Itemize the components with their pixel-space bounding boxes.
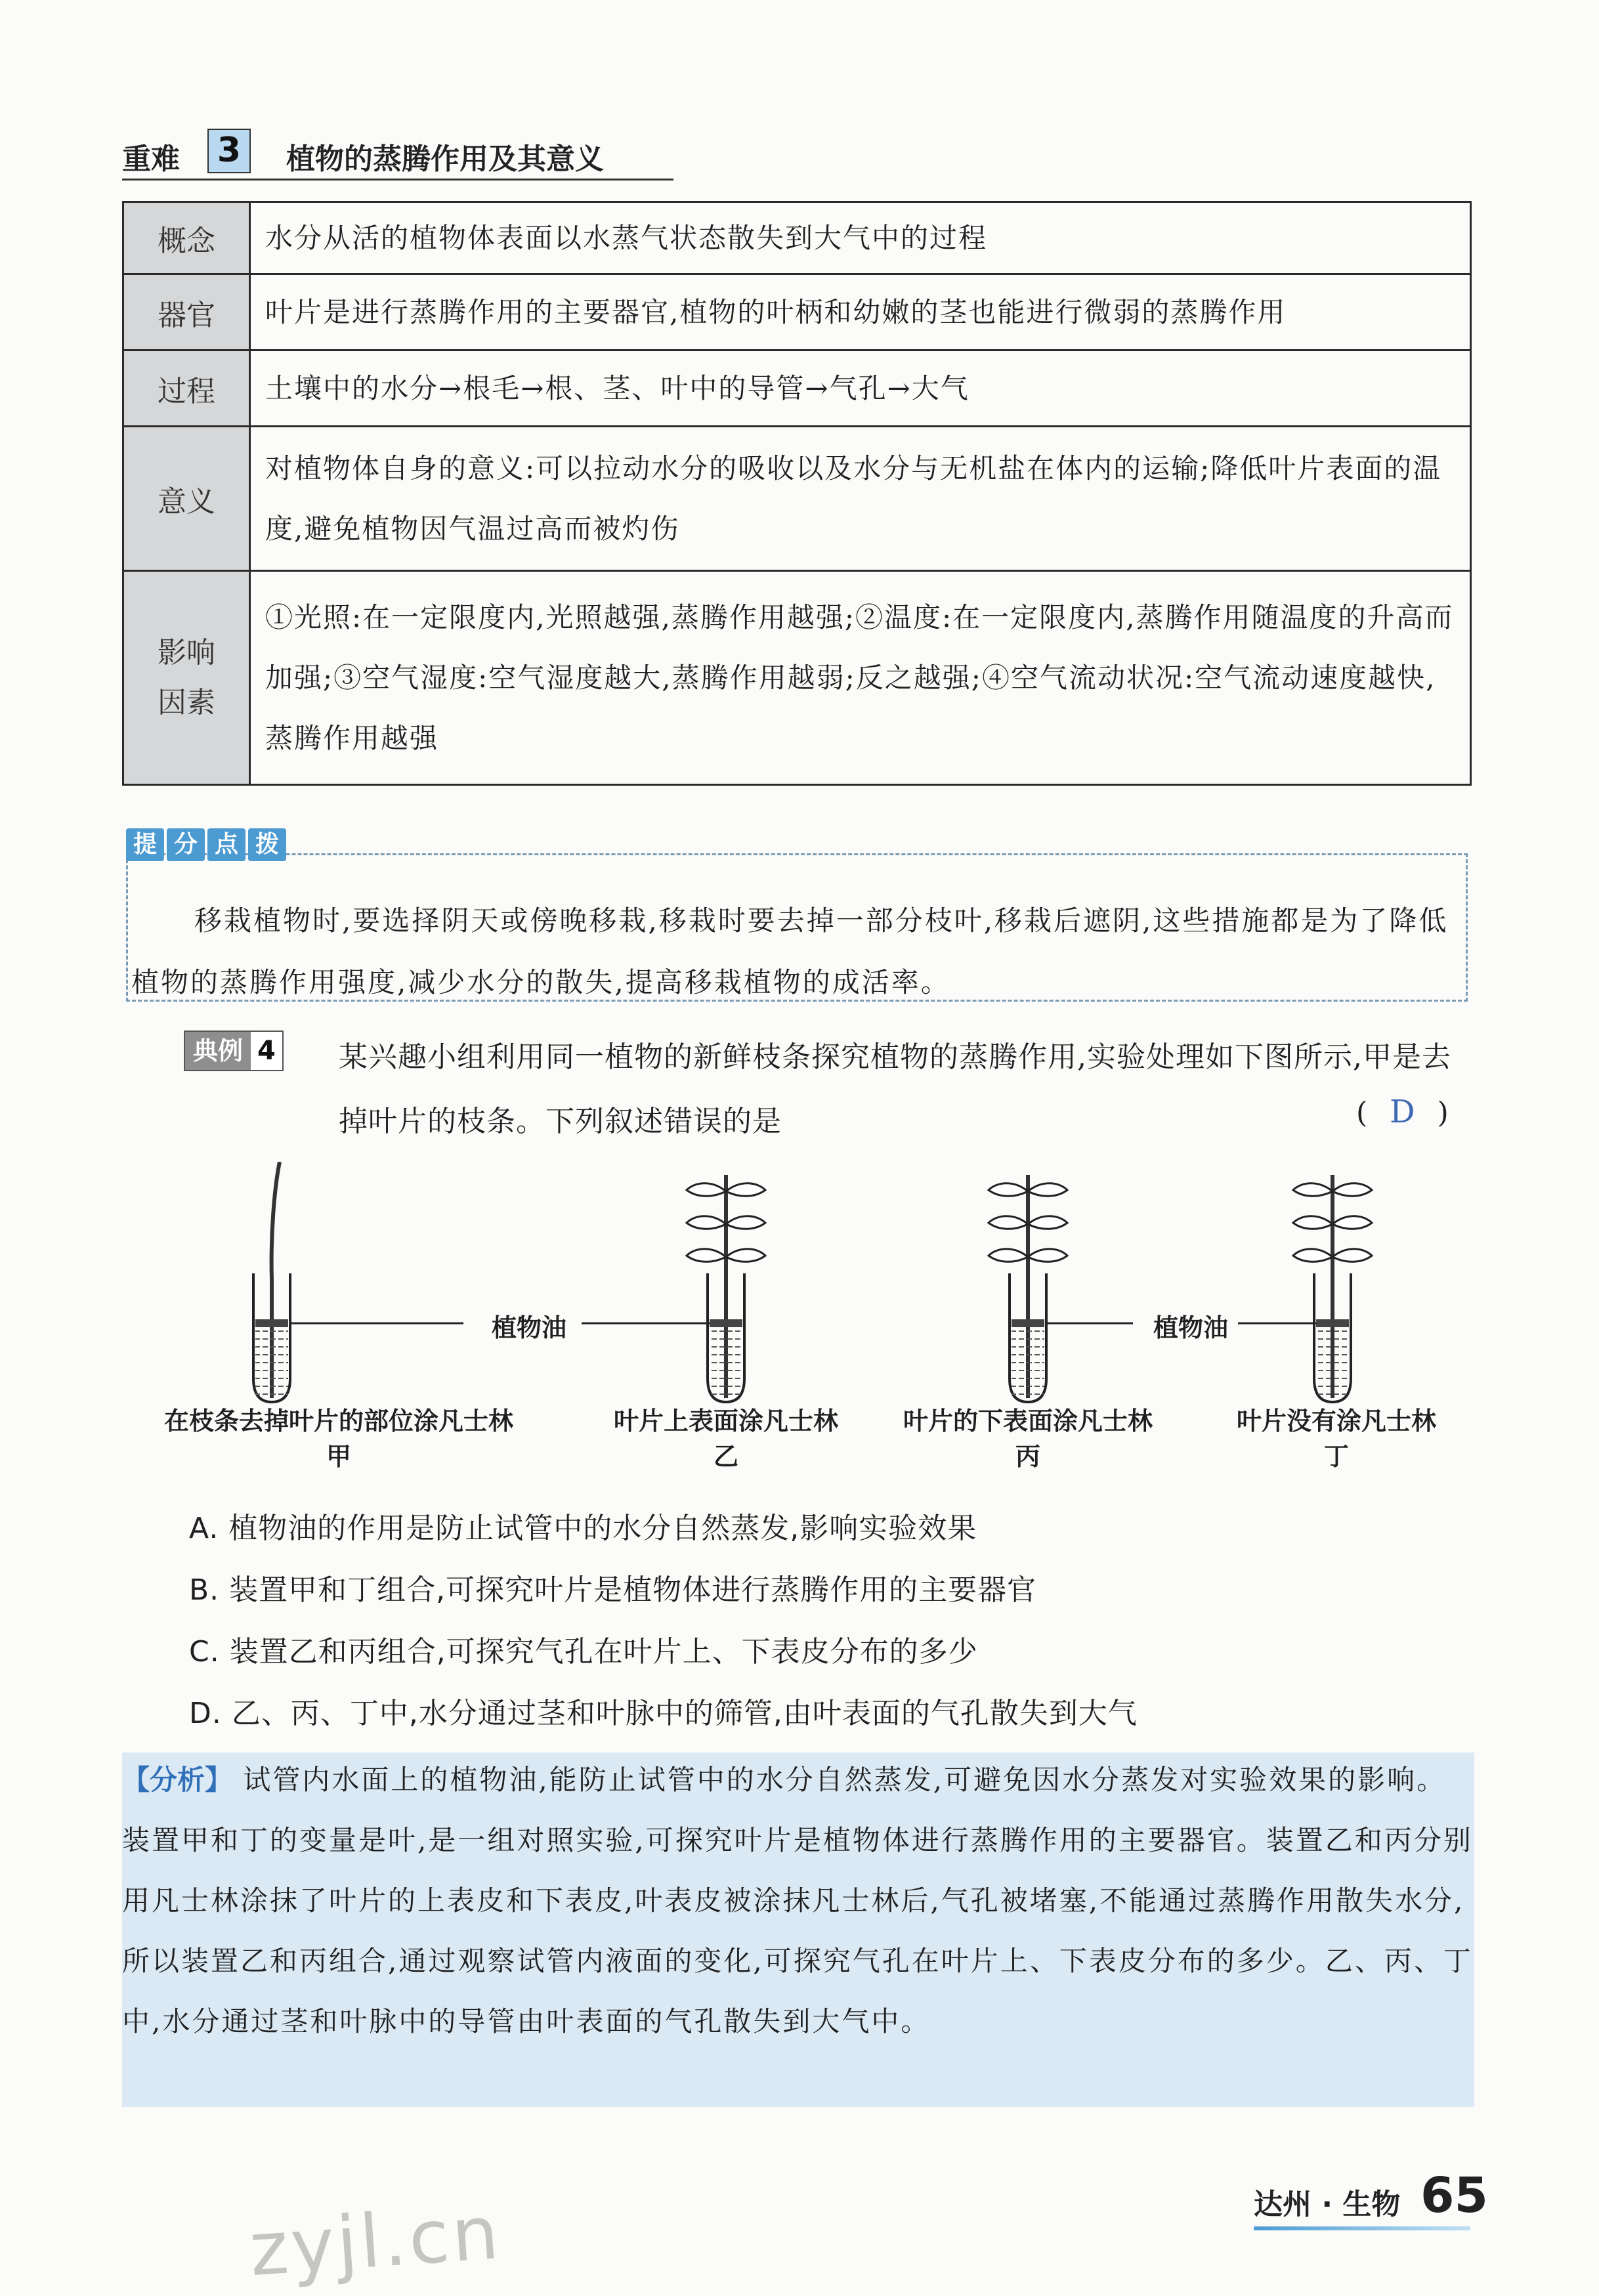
water [1012, 1327, 1044, 1397]
table-row [123, 202, 1471, 274]
example-stem-text: 某兴趣小组利用同一植物的新鲜枝条探究植物的蒸腾作用,实验处理如下图所示,甲是去掉叶片的枝条。下列叙述错误的是 [339, 1040, 1451, 1138]
oil-layer [710, 1319, 742, 1327]
experiment-figure [122, 1162, 1474, 1477]
oil-layer [1012, 1319, 1044, 1327]
row-value: 水分从活的植物体表面以水蒸气状态散失到大气中的过程 [250, 202, 1471, 274]
row-label: 过程 [123, 351, 250, 427]
caption-ding: 叶片没有涂凡士林 [1236, 1407, 1436, 1435]
water [1316, 1327, 1349, 1397]
oil-label: 植物油 [491, 1313, 566, 1342]
answer-open: ( [1356, 1096, 1368, 1130]
answer-close: ) [1437, 1096, 1449, 1130]
footer-subject: 达州 · 生物 [1254, 2188, 1401, 2221]
tip-badge-char: 提 [126, 828, 164, 861]
row-value: 叶片是进行蒸腾作用的主要器官,植物的叶柄和幼嫩的茎也能进行微弱的蒸腾作用 [250, 274, 1471, 351]
row-value: 对植物体自身的意义:可以拉动水分的吸收以及水分与无机盐在体内的运输;降低叶片表面的温度,避免植物因气温过高而被灼伤 [250, 427, 1471, 571]
option-b: B. 装置甲和丁组合,可探究叶片是植物体进行蒸腾作用的主要器官 [189, 1573, 1037, 1607]
page-number: 65 [1420, 2167, 1488, 2224]
answer-value: D [1390, 1094, 1415, 1130]
oil-layer [1316, 1319, 1349, 1327]
tip-badge-char: 分 [167, 828, 205, 861]
row-value: 土壤中的水分→根毛→根、茎、叶中的导管→气孔→大气 [250, 351, 1471, 427]
row-label: 影响 因素 [123, 571, 250, 785]
tip-badge-char: 拨 [248, 828, 286, 861]
tube-bing [989, 1175, 1067, 1402]
concept-table [122, 201, 1472, 786]
caption-yi-name: 乙 [713, 1442, 738, 1471]
table-row [123, 427, 1471, 571]
example-stem [122, 1025, 1474, 1154]
row-label: 器官 [123, 274, 250, 351]
tip-badge [126, 828, 286, 861]
tube-ding [1293, 1175, 1372, 1402]
experiment-diagram [122, 1162, 1474, 1405]
option-d: D. 乙、丙、丁中,水分通过茎和叶脉中的筛管,由叶表面的气孔散失到大气 [189, 1697, 1138, 1730]
oil-layer [255, 1319, 288, 1327]
tip-text: 移栽植物时,要选择阴天或傍晚移栽,移栽时要去掉一部分枝叶,移栽后遮阴,这些措施都是为了降低植物的蒸腾作用强度,减少水分的散失,提高移栽植物的成活率。 [131, 904, 1449, 998]
option-c: C. 装置乙和丙组合,可探究气孔在叶片上、下表皮分布的多少 [189, 1635, 978, 1669]
example-badge-label: 典例 [185, 1032, 251, 1070]
analysis-text: 试管内水面上的植物油,能防止试管中的水分自然蒸发,可避免因水分蒸发对实验效果的影响。装置甲和丁的变量是叶,是一组对照实验,可探究叶片是植物体进行蒸腾作用的主要器官。装置乙和丙分别用凡士林涂抹了叶片的上表皮和下表皮,叶表皮被涂抹凡士林后,气孔被堵塞,不能通过蒸腾作用散失水分,所以装置乙和丙组合,通过观察试管内液面的变化,可探究气孔在叶片上、下表皮分布的多少。乙、丙、丁中,水分通过茎和叶脉中的导管由叶表面的气孔散失到大气中。 [122, 1764, 1473, 2037]
answer-bracket [1356, 1094, 1449, 1130]
caption-jia: 在枝条去掉叶片的部位涂凡士林 [163, 1407, 513, 1435]
table-row [123, 351, 1471, 427]
table-row [123, 274, 1471, 351]
caption-bing-name: 丙 [1015, 1442, 1040, 1471]
example-badge-number: 4 [251, 1032, 282, 1070]
caption-bing: 叶片的下表面涂凡士林 [903, 1407, 1153, 1435]
example-badge [184, 1031, 284, 1071]
section-number: 3 [207, 129, 251, 173]
water [710, 1327, 742, 1397]
caption-yi: 叶片上表面涂凡士林 [613, 1407, 838, 1435]
footer-underline [1254, 2226, 1470, 2230]
watermark: zyjl.cn [246, 2190, 504, 2293]
water [255, 1327, 288, 1397]
section-underline [122, 179, 673, 181]
analysis-label: 【分析】 [122, 1764, 233, 1796]
section-tag: 重难 [122, 142, 180, 176]
row-label: 意义 [123, 427, 250, 571]
option-a: A. 植物油的作用是防止试管中的水分自然蒸发,影响实验效果 [189, 1512, 977, 1545]
section-title: 植物的蒸腾作用及其意义 [286, 142, 604, 176]
row-value: ①光照:在一定限度内,光照越强,蒸腾作用越强;②温度:在一定限度内,蒸腾作用随温度的升高而加强;③空气湿度:空气湿度越大,蒸腾作用越弱;反之越强;④空气流动状况:空气流动速度越快,蒸腾作用越强 [250, 571, 1471, 785]
tube-jia [253, 1162, 290, 1402]
tube-yi [687, 1175, 765, 1402]
caption-jia-name: 甲 [326, 1442, 351, 1471]
analysis-block [122, 1750, 1474, 2052]
row-label: 概念 [123, 202, 250, 274]
oil-label: 植物油 [1153, 1313, 1228, 1342]
tip-badge-char: 点 [207, 828, 245, 861]
caption-ding-name: 丁 [1323, 1442, 1349, 1471]
table-row [123, 571, 1471, 785]
section-header [122, 129, 673, 181]
